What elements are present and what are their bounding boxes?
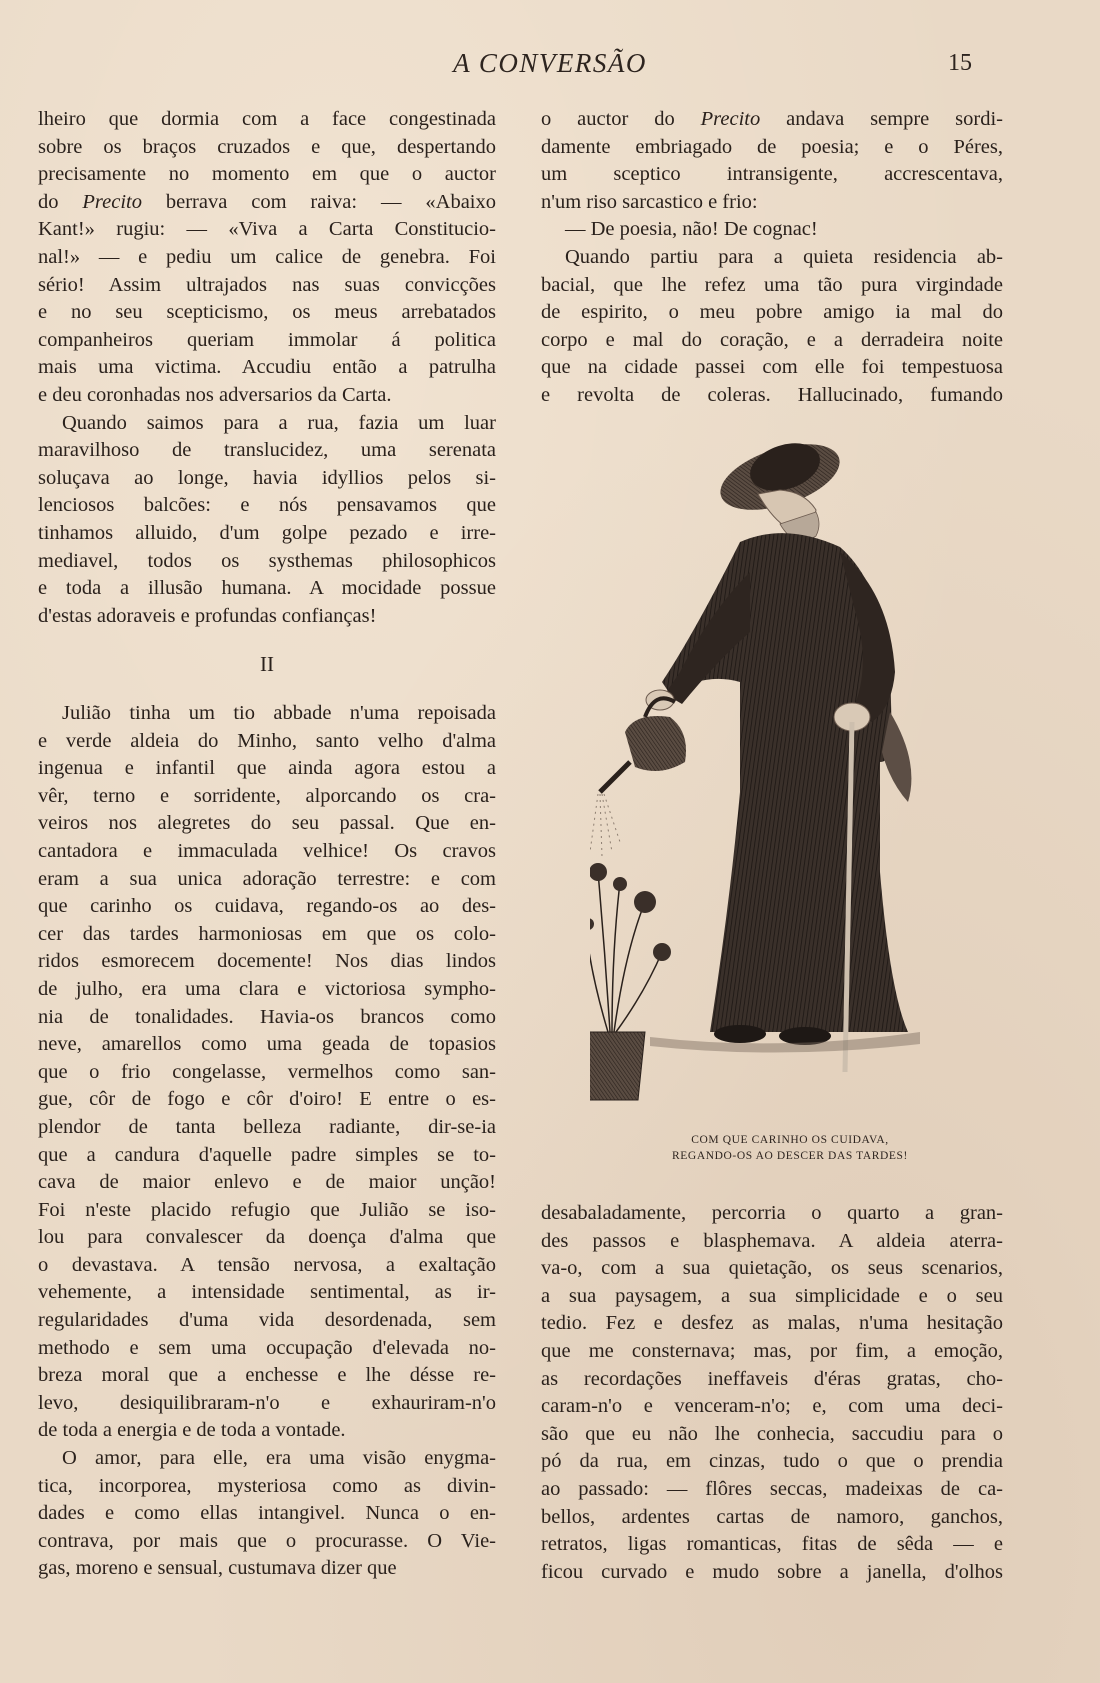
text-line: contrava, por mais que o procurasse. O Vie- xyxy=(38,1529,496,1552)
text-line: ridos esmorecem docemente! Nos dias lindos xyxy=(38,950,496,973)
text-line: a sua paysagem, a sua simplicidade e o seu xyxy=(541,1284,1003,1307)
text-line: damente embriagado de poesia; e o Péres, xyxy=(541,135,1003,158)
text-line: o devastava. A tensão nervosa, a exaltação xyxy=(38,1253,496,1276)
text-line: tedio. Fez e desfez as malas, n'uma hesitação xyxy=(541,1312,1003,1335)
text-line: Quando saimos para a rua, fazia um luar xyxy=(62,411,496,434)
text-line: um sceptico intransigente, accrescentava, xyxy=(541,163,1003,186)
text-line: neve, amarellos como uma geada de topasios xyxy=(38,1033,496,1056)
text-line: precisamente no momento em que o auctor xyxy=(38,163,496,186)
shoe-left xyxy=(714,1025,766,1043)
text-line: gas, moreno e sensual, custumava dizer que xyxy=(38,1557,397,1580)
text-line: caram-n'o e venceram-n'o; e, com uma deci- xyxy=(541,1395,1003,1418)
text-line: o auctor do Precito andava sempre sordi- xyxy=(541,108,1003,130)
text-line: e deu coronhadas nos adversarios da Carta. xyxy=(38,383,392,406)
text-line: ingenua e infantil que ainda agora estou a xyxy=(38,757,496,780)
text-line: pó da rua, em cinzas, tudo o que o prendia xyxy=(541,1450,1003,1473)
caption-line-2: REGANDO-OS AO DESCER DAS TARDES! xyxy=(672,1150,908,1162)
priest-watering-flowers-illustration xyxy=(590,432,970,1122)
text-line: va-o, com a sua quietação, os seus scenarios, xyxy=(541,1257,1003,1280)
right-column-top-text xyxy=(541,106,1003,410)
text-line: cava de maior enlevo e de maior unção! xyxy=(38,1171,496,1194)
text-line: retratos, ligas romanticas, fitas de sêda — e xyxy=(541,1533,1003,1556)
text-line: dades e como ellas intangivel. Nunca o en- xyxy=(38,1502,496,1525)
text-line: gue, côr de fogo e côr d'oiro! E entre o es- xyxy=(38,1088,496,1111)
text-line: regularidades d'uma vida desordenada, sem xyxy=(38,1309,496,1332)
text-line: do Precito berrava com raiva: — «Abaixo xyxy=(38,190,496,213)
text-line: mais uma victima. Accudiu então a patrulha xyxy=(38,356,496,379)
text-line: corpo e mal do coração, e a derradeira noite xyxy=(541,328,1003,351)
text-line: que carinho os cuidava, regando-os ao des- xyxy=(38,895,496,918)
text-line: ao passado: — flôres seccas, madeixas de ca- xyxy=(541,1477,1003,1500)
text-line: Julião tinha um tio abbade n'uma repoisada xyxy=(62,702,496,724)
flower-pot xyxy=(590,1032,645,1100)
text-line: lou para convalescer da doença d'alma que xyxy=(38,1226,496,1249)
text-line: de toda a energia e de toda a vontade. xyxy=(38,1419,346,1442)
text-line: des passos e blasphemava. A aldeia aterra- xyxy=(541,1229,1003,1252)
text-line: sobre os braços cruzados e que, despertando xyxy=(38,135,496,158)
text-line: e toda a illusão humana. A mocidade possue xyxy=(38,577,496,600)
text-line: e verde aldeia do Minho, santo velho d'alma xyxy=(38,729,496,752)
page-header xyxy=(0,48,1100,88)
text-line: soluçava ao longe, havia idyllios pelos si- xyxy=(38,466,496,489)
text-line: companheiros queriam immolar á politica xyxy=(38,328,496,351)
text-line: são que eu não lhe conhecia, saccudiu para o xyxy=(541,1422,1003,1445)
text-line: methodo e sem uma occupação d'elevada no- xyxy=(38,1336,496,1359)
text-line: cantadora e immaculada velhice! Os cravos xyxy=(38,839,496,862)
text-line: levo, desiquilibraram-n'o e exhauriram-n'o xyxy=(38,1391,496,1414)
text-line: que me consternava; mas, por fim, a emoção, xyxy=(541,1339,1003,1362)
text-line: as recordações ineffaveis d'éras gratas, cho- xyxy=(541,1367,1003,1390)
text-line: cer das tardes harmoniosas em que os colo- xyxy=(38,922,496,945)
text-line: bellos, ardentes cartas de namoro, ganchos, xyxy=(541,1505,1003,1528)
text-line: sério! Assim ultrajados nas suas convicções xyxy=(38,273,496,296)
text-line: n'um riso sarcastico e frio: xyxy=(541,190,758,213)
right-column-bottom-text xyxy=(541,1200,1003,1586)
text-line: lheiro que dormia com a face congestinada xyxy=(38,108,496,130)
text-line: tinhamos alluido, d'um golpe pezado e irre- xyxy=(38,521,496,544)
text-line: e no seu scepticismo, os meus arrebatados xyxy=(38,301,496,324)
text-line: eram a sua unica adoração terrestre: e com xyxy=(38,867,496,890)
watering-can xyxy=(625,716,686,771)
illustration-caption xyxy=(600,1132,980,1164)
text-line: Quando partiu para a quieta residencia ab- xyxy=(565,245,1003,268)
text-line: nia de tonalidades. Havia-os brancos como xyxy=(38,1005,496,1028)
text-line: vêr, terno e sorridente, alporcando os cra- xyxy=(38,784,496,807)
text-line: bacial, que lhe refez uma tão pura virgindade xyxy=(541,273,1003,296)
text-line: e revolta de coleras. Hallucinado, fumando xyxy=(541,383,1003,406)
text-line: O amor, para elle, era uma visão enygma- xyxy=(62,1447,496,1470)
page-number: 15 xyxy=(948,50,972,76)
text-line: Kant!» rugiu: — «Viva a Carta Constitucio- xyxy=(38,218,496,241)
text-line: veiros nos alegretes do seu passal. Que en- xyxy=(38,812,496,835)
caption-line-1: COM QUE CARINHO OS CUIDAVA, xyxy=(691,1134,889,1146)
text-line: lenciosos balcões: e nós pensavamos que xyxy=(38,494,496,517)
text-line: d'estas adoraveis e profundas confianças! xyxy=(38,604,377,627)
text-line: — De poesia, não! De cognac! xyxy=(565,218,818,241)
text-line: de julho, era uma clara e victoriosa sympho- xyxy=(38,977,496,1000)
left-column-bottom-text xyxy=(38,700,496,1583)
text-line: de espirito, o meu pobre amigo ia mal do xyxy=(541,301,1003,324)
text-line: Foi n'este placido refugio que Julião se iso- xyxy=(38,1198,496,1221)
text-line: nal!» — e pediu um calice de genebra. Foi xyxy=(38,245,496,268)
text-line: plendor de tanta belleza radiante, dir-se-ia xyxy=(38,1115,496,1138)
text-line: que na cidade passei com elle foi tempestuosa xyxy=(541,356,1003,379)
left-column-top-text xyxy=(38,106,496,630)
water-spray xyxy=(590,794,620,857)
text-line: maravilhoso de translucidez, uma serenata xyxy=(38,439,496,462)
text-line: que a candura d'aquelle padre simples se to- xyxy=(38,1143,496,1166)
running-title: A CONVERSÃO xyxy=(453,48,647,78)
section-number: II xyxy=(260,652,274,676)
text-line: breza moral que a enchesse e lhe désse re- xyxy=(38,1364,496,1387)
text-line: tica, incorporea, mysteriosa como as divin- xyxy=(38,1474,496,1497)
text-line: ficou curvado e mudo sobre a janella, d'olhos xyxy=(541,1560,1003,1583)
can-spout xyxy=(600,762,630,792)
arm-left xyxy=(665,572,750,704)
text-line: desabaladamente, percorria o quarto a gran- xyxy=(541,1202,1003,1224)
text-line: mediavel, todos os systhemas philosophicos xyxy=(38,549,496,572)
text-line: que o frio congelasse, vermelhos como san- xyxy=(38,1060,496,1083)
text-line: vehemente, a intensidade sentimental, as ir- xyxy=(38,1281,496,1304)
